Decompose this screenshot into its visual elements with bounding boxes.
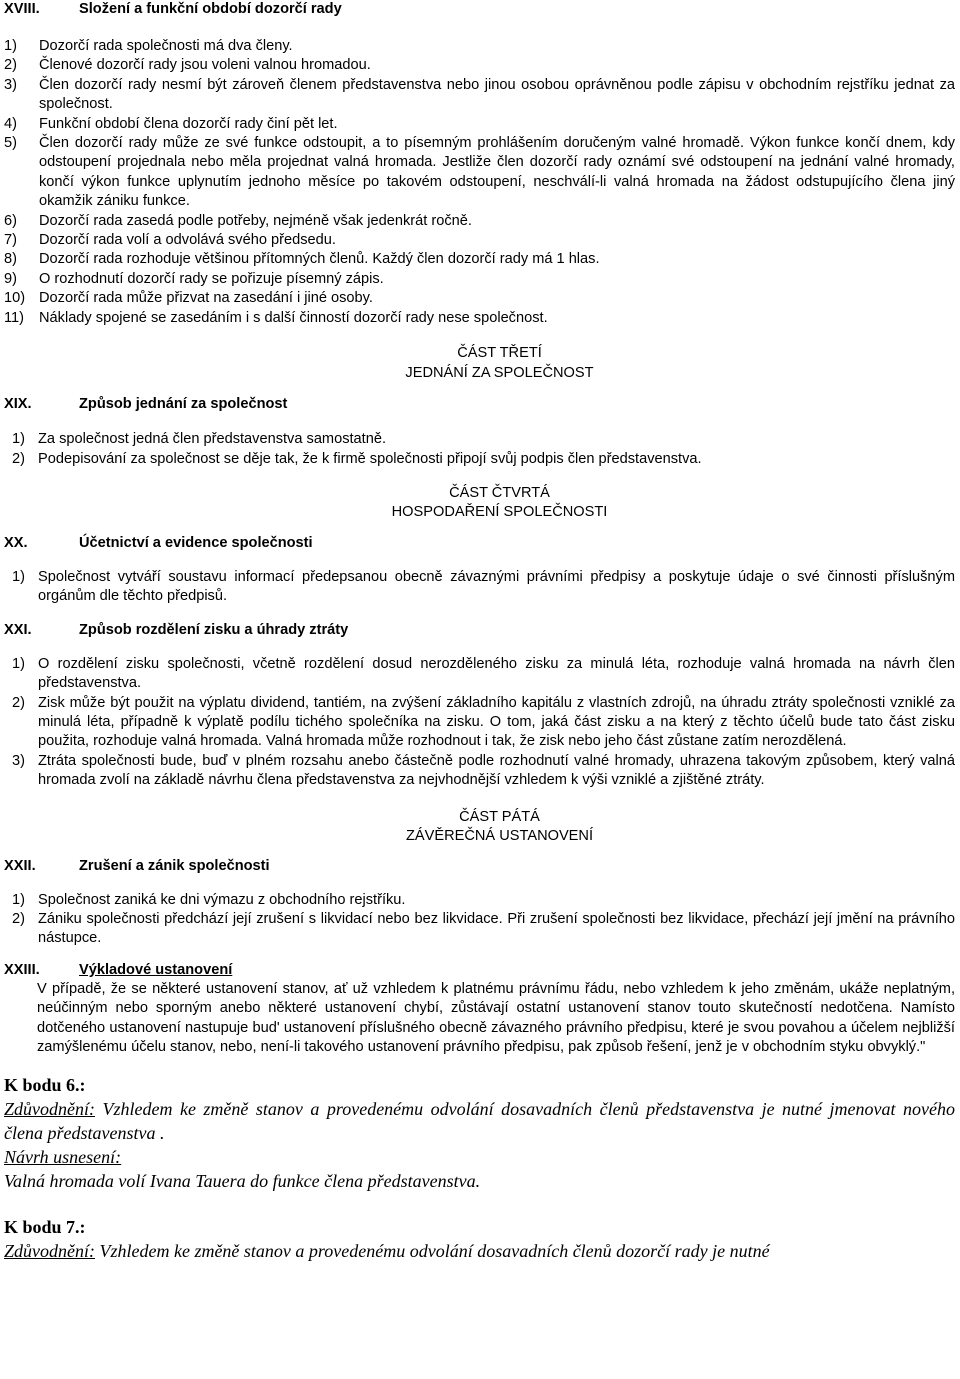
agenda-item-7 <box>4 1215 955 1263</box>
section-list <box>4 891 955 949</box>
section-title: Zrušení a zánik společnosti <box>79 857 270 874</box>
list-item <box>4 752 955 791</box>
item-number: 1) <box>4 38 17 54</box>
item-text: Zisk může být použit na výplatu dividend, tantiém, na zvýšení základního kapitálu z vlastních zdrojů, na úhradu ztráty společnosti vzniklé za minulá léta, případně k výplatě podílu tichého společníka na zisku. O tom, jaká část zisku a na který z těchto účelů bude tato část zisku použita, rozhoduje valná hromada. Valná hromada může rozhodnout i tak, že zisk nebo jeho část zůstane zatím nerozdělená. <box>38 694 955 750</box>
reason-label: Zdůvodnění: <box>4 1241 95 1262</box>
item-number: 6) <box>4 212 17 229</box>
list-item <box>4 568 955 607</box>
list-item <box>4 250 955 269</box>
section-title: Výkladové ustanovení <box>79 961 233 978</box>
section-list <box>4 37 955 328</box>
item-text: Dozorčí rada rozhoduje většinou přítomných členů. Každý člen dozorčí rady má 1 hlas. <box>39 251 600 268</box>
item-text: Člen dozorčí rady nesmí být zároveň členem představenstva nebo jinou osobou oprávněnou podle zápisu v obchodním rejstříku jednat za společnost. <box>39 76 955 113</box>
reason-label: Zdůvodnění: <box>4 1099 95 1120</box>
section-list <box>4 430 955 469</box>
item-text: Funkční období člena dozorčí rady činí pět let. <box>39 115 338 132</box>
item-number: 10) <box>4 290 26 307</box>
item-number: 1) <box>12 568 25 585</box>
item-text: Člen dozorčí rady může ze své funkce odstoupit, a to písemným prohlášením doručeným valné hromadě. Výkon funkce končí dnem, kdy odstoupení projednala nebo měla projednat valná hromada. Jestliže člen dozorčí rady oznámí své odstoupení na jednání valné hromady, končí výkon funkce uplynutím jednoho měsíce po takovém odstoupení, neschválí-li valná hromada na žádost odstupujícího člena jiný okamžik zániku funkce. <box>39 135 955 210</box>
proposal-label: Návrh usnesení: <box>4 1147 122 1168</box>
item-text: Za společnost jedná člen představenstva samostatně. <box>38 431 387 448</box>
part-number: ČÁST ČTVRTÁ <box>449 484 550 501</box>
item-text: Dozorčí rada volí a odvolává svého předsedu. <box>39 232 336 249</box>
list-item <box>4 694 955 752</box>
item-text: Společnost vytváří soustavu informací předepsanou obecně závaznými právními předpisy a poskytuje údaje o své činnosti příslušným orgánům dle těchto předpisů. <box>38 568 955 605</box>
part-title: HOSPODAŘENÍ SPOLEČNOSTI <box>391 504 608 521</box>
part-title: JEDNÁNÍ ZA SPOLEČNOST <box>405 364 594 381</box>
reason-paragraph <box>4 1239 955 1263</box>
part-number: ČÁST PÁTÁ <box>459 808 540 825</box>
agenda-item-6 <box>4 1073 955 1193</box>
list-item <box>4 430 955 449</box>
section-number: XXIII. <box>4 961 40 978</box>
list-item <box>4 76 955 115</box>
item-text: Dozorčí rada společnosti má dva členy. <box>39 38 293 54</box>
item-number: 7) <box>4 232 17 249</box>
list-item <box>4 231 955 250</box>
item-number: 3) <box>4 76 17 93</box>
interpretive-provision-text: V případě, že se některé ustanovení stanov, ať už vzhledem k platnému právnímu řádu, nebo vzhledem k jeho změnám, ukáže neplatným, neúčinným nebo sporným anebo některé ustanovení chybí, zůstávají ostatní ustanovení stanov touto skutečností nedotčena. Namísto dotčeného ustanovení nastupuje bud' ustanovení příslušného obecně závazného právního předpisu, které je svou povahou a účelem nejbližší zamýšlenému účelu stanov, nebo, není-li takového ustanovení právního předpisu, pak způsob řešení, jenž je v obchodním styku obvyklý." <box>37 980 955 1055</box>
part-heading <box>4 808 955 847</box>
item-text: Podepisování za společnost se děje tak, že k firmě společnosti připojí svůj podpis člen představenstva. <box>38 450 702 467</box>
item-number: 2) <box>12 694 25 711</box>
list-item <box>4 655 955 694</box>
item-number: 1) <box>12 431 25 448</box>
section-heading <box>4 534 955 554</box>
item-text: O rozhodnutí dozorčí rady se pořizuje písemný zápis. <box>39 270 384 287</box>
list-item <box>4 56 955 75</box>
part-number: ČÁST TŘETÍ <box>457 345 542 362</box>
list-item <box>4 115 955 134</box>
list-item <box>4 309 955 328</box>
item-number: 4) <box>4 115 17 132</box>
item-number: 3) <box>12 752 25 769</box>
list-item <box>4 270 955 289</box>
agenda-heading: K bodu 6.: <box>4 1075 86 1096</box>
item-number: 8) <box>4 251 17 268</box>
section-heading <box>4 857 955 877</box>
item-number: 2) <box>12 910 25 927</box>
item-text: Zániku společnosti předchází její zrušení s likvidací nebo bez likvidace. Při zrušení společnosti bez likvidace, přechází její jmění na právního nástupce. <box>38 910 955 947</box>
item-text: Náklady spojené se zasedáním i s další činností dozorčí rady nese společnost. <box>39 309 548 326</box>
list-item <box>4 910 955 949</box>
proposal-text: Valná hromada volí Ivana Tauera do funkce člena představenstva. <box>4 1171 481 1192</box>
list-item <box>4 289 955 308</box>
item-text: Ztráta společnosti bude, buď v plném rozsahu anebo částečně podle rozhodnutí valné hromady, uhrazena takovým způsobem, který valná hromada zvolí na základě návrhu člena představenstva za nejvhodnější vzhledem k výši vzniklé a zjištěné ztráty. <box>38 752 955 789</box>
part-title: ZÁVĚREČNÁ USTANOVENÍ <box>405 828 594 845</box>
list-item <box>4 134 955 212</box>
item-number: 9) <box>4 270 17 287</box>
section-heading <box>4 961 955 980</box>
item-text: Dozorčí rada zasedá podle potřeby, nejméně však jedenkrát ročně. <box>39 212 472 229</box>
part-heading <box>4 344 955 383</box>
item-text: Společnost zaniká ke dni výmazu z obchodního rejstříku. <box>38 891 406 908</box>
part-heading <box>4 484 955 523</box>
section-title: Účetnictví a evidence společnosti <box>79 534 313 551</box>
list-item <box>4 450 955 469</box>
section-number: XVIII. <box>4 1 40 17</box>
reason-text: Vzhledem ke změně stanov a provedenému odvolání dosavadních členů dozorčí rady je nutné <box>94 1241 770 1262</box>
item-text: Dozorčí rada může přizvat na zasedání i jiné osoby. <box>39 290 373 307</box>
section-heading <box>4 621 955 641</box>
item-number: 11) <box>4 309 25 326</box>
item-number: 2) <box>4 57 17 74</box>
list-item <box>4 37 955 56</box>
section-title: Složení a funkční období dozorčí rady <box>79 1 342 17</box>
section-list <box>4 568 955 607</box>
item-text: O rozdělení zisku společnosti, včetně rozdělení dosud nerozděleného zisku za minulá léta, rozhoduje valná hromada na návrh člen představenstva. <box>38 655 955 692</box>
section-list <box>4 655 955 791</box>
list-item <box>4 212 955 231</box>
section-number: XXI. <box>4 621 32 638</box>
section-title: Způsob rozdělení zisku a úhrady ztráty <box>79 621 349 638</box>
item-number: 5) <box>4 135 17 152</box>
reason-paragraph <box>4 1097 955 1145</box>
list-item <box>4 891 955 910</box>
item-number: 1) <box>12 891 25 908</box>
item-number: 1) <box>12 655 25 672</box>
section-number: XX. <box>4 534 28 551</box>
section-heading <box>4 0 955 20</box>
reason-text: Vzhledem ke změně stanov a provedenému odvolání dosavadních členů představenstva je nutné jmenovat nového člena představenstva . <box>4 1099 955 1144</box>
section-number: XIX. <box>4 396 32 413</box>
agenda-heading: K bodu 7.: <box>4 1217 86 1238</box>
section-heading <box>4 395 955 415</box>
section-title: Způsob jednání za společnost <box>79 396 288 413</box>
item-text: Členové dozorčí rady jsou voleni valnou hromadou. <box>39 57 371 74</box>
section-number: XXII. <box>4 857 36 874</box>
item-number: 2) <box>12 450 25 467</box>
